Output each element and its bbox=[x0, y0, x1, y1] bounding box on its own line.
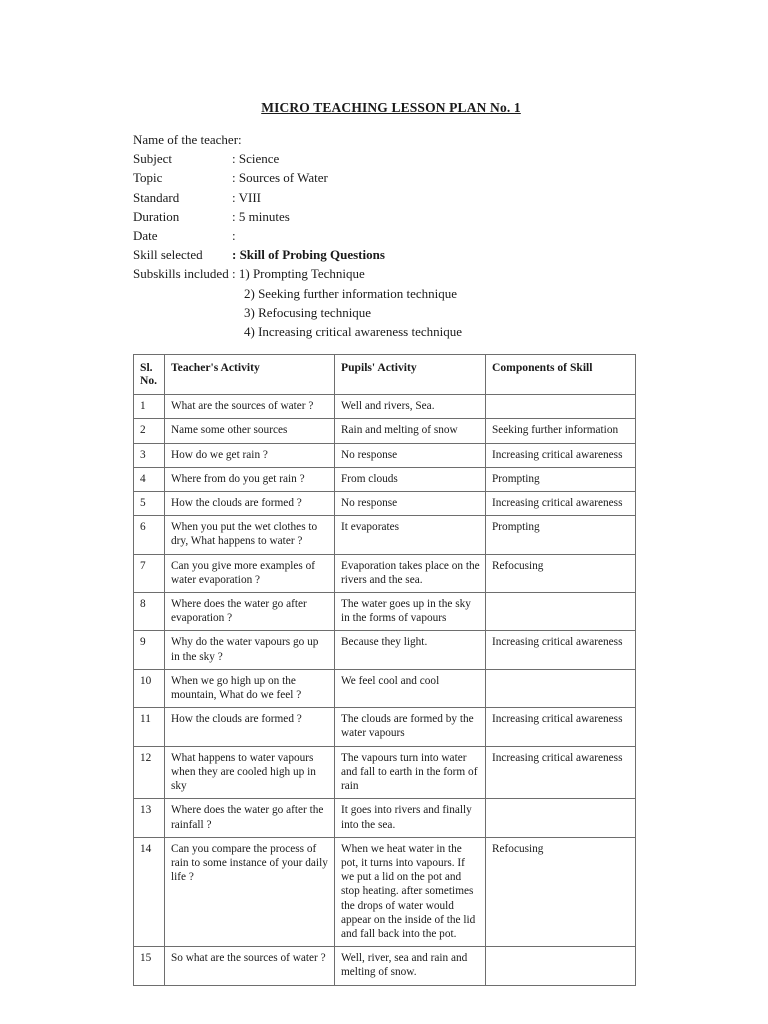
column-header-pupils-activity: Pupils' Activity bbox=[335, 355, 486, 395]
cell-teachers-activity: When you put the wet clothes to dry, What happens to water ? bbox=[165, 516, 335, 554]
cell-components-of-skill: Prompting bbox=[486, 467, 636, 491]
cell-pupils-activity: The clouds are formed by the water vapours bbox=[335, 708, 486, 746]
cell-teachers-activity: Can you compare the process of rain to some instance of your daily life ? bbox=[165, 837, 335, 946]
cell-teachers-activity: How do we get rain ? bbox=[165, 443, 335, 467]
cell-pupils-activity: The vapours turn into water and fall to earth in the form of rain bbox=[335, 746, 486, 799]
cell-components-of-skill: Increasing critical awareness bbox=[486, 746, 636, 799]
meta-label: Date bbox=[133, 228, 158, 244]
cell-teachers-activity: Name some other sources bbox=[165, 419, 335, 443]
subskill-line: 3) Refocusing technique bbox=[244, 304, 372, 320]
meta-label: Subskills included bbox=[133, 266, 229, 282]
cell-teachers-activity: When we go high up on the mountain, What do we feel ? bbox=[165, 669, 335, 707]
cell-pupils-activity: No response bbox=[335, 492, 486, 516]
cell-pupils-activity: We feel cool and cool bbox=[335, 669, 486, 707]
meta-value: : 5 minutes bbox=[232, 208, 290, 224]
meta-label: Subject bbox=[133, 151, 172, 167]
lesson-meta-block bbox=[133, 130, 635, 341]
cell-pupils-activity: Well, river, sea and rain and melting of snow. bbox=[335, 947, 486, 985]
cell-sl-no: 6 bbox=[134, 516, 165, 554]
meta-row bbox=[133, 130, 635, 149]
cell-pupils-activity: The water goes up in the sky in the forms of vapours bbox=[335, 593, 486, 631]
meta-row bbox=[133, 245, 635, 264]
cell-pupils-activity: It evaporates bbox=[335, 516, 486, 554]
table-header-row bbox=[134, 355, 636, 395]
cell-sl-no: 5 bbox=[134, 492, 165, 516]
cell-teachers-activity: How the clouds are formed ? bbox=[165, 492, 335, 516]
cell-teachers-activity: So what are the sources of water ? bbox=[165, 947, 335, 985]
meta-row bbox=[133, 226, 635, 245]
meta-value: : Science bbox=[232, 151, 280, 167]
column-header-sl-line1: Sl. bbox=[140, 361, 153, 375]
table-row bbox=[134, 419, 636, 443]
table-row bbox=[134, 947, 636, 985]
page-title: MICRO TEACHING LESSON PLAN No. 1 bbox=[261, 100, 521, 115]
column-header-components-of-skill: Components of Skill bbox=[486, 355, 636, 395]
cell-sl-no: 2 bbox=[134, 419, 165, 443]
cell-teachers-activity: Where does the water go after evaporation ? bbox=[165, 593, 335, 631]
cell-components-of-skill: Increasing critical awareness bbox=[486, 443, 636, 467]
table-row bbox=[134, 669, 636, 707]
cell-pupils-activity: When we heat water in the pot, it turns into vapours. If we put a lid on the pot and stop heating. after sometimes the drops of water would appear on the inside of the lid and fall back into the pot. bbox=[335, 837, 486, 946]
meta-label: Duration bbox=[133, 208, 180, 224]
table-header bbox=[134, 355, 636, 395]
cell-teachers-activity: Where does the water go after the rainfall ? bbox=[165, 799, 335, 837]
table-row bbox=[134, 516, 636, 554]
cell-sl-no: 11 bbox=[134, 708, 165, 746]
cell-components-of-skill: Increasing critical awareness bbox=[486, 631, 636, 669]
cell-sl-no: 1 bbox=[134, 395, 165, 419]
cell-pupils-activity: Well and rivers, Sea. bbox=[335, 395, 486, 419]
cell-pupils-activity: Rain and melting of snow bbox=[335, 419, 486, 443]
table-row bbox=[134, 708, 636, 746]
meta-label: Name of the teacher: bbox=[133, 132, 242, 147]
cell-teachers-activity: Why do the water vapours go up in the sky ? bbox=[165, 631, 335, 669]
meta-value: : 1) Prompting Technique bbox=[232, 266, 365, 282]
column-header-sl-line2: No. bbox=[140, 374, 158, 388]
table-row bbox=[134, 443, 636, 467]
cell-sl-no: 4 bbox=[134, 467, 165, 491]
meta-value: : Sources of Water bbox=[232, 170, 328, 186]
cell-sl-no: 8 bbox=[134, 593, 165, 631]
cell-teachers-activity: What are the sources of water ? bbox=[165, 395, 335, 419]
meta-row bbox=[133, 264, 635, 283]
table-body bbox=[134, 395, 636, 985]
cell-teachers-activity: How the clouds are formed ? bbox=[165, 708, 335, 746]
cell-sl-no: 15 bbox=[134, 947, 165, 985]
cell-pupils-activity: It goes into rivers and finally into the sea. bbox=[335, 799, 486, 837]
cell-sl-no: 10 bbox=[134, 669, 165, 707]
meta-label: Standard bbox=[133, 189, 180, 205]
cell-sl-no: 9 bbox=[134, 631, 165, 669]
document-body bbox=[133, 100, 635, 986]
cell-components-of-skill: Prompting bbox=[486, 516, 636, 554]
cell-sl-no: 7 bbox=[134, 554, 165, 592]
table-row bbox=[134, 395, 636, 419]
table-row bbox=[134, 554, 636, 592]
subskills-continued bbox=[133, 284, 635, 342]
cell-teachers-activity: Where from do you get rain ? bbox=[165, 467, 335, 491]
cell-teachers-activity: Can you give more examples of water evaporation ? bbox=[165, 554, 335, 592]
subskill-line: 4) Increasing critical awareness technique bbox=[244, 324, 463, 340]
cell-sl-no: 14 bbox=[134, 837, 165, 946]
column-header-sl-no bbox=[134, 355, 165, 395]
lesson-plan-table bbox=[133, 354, 636, 985]
table-row bbox=[134, 746, 636, 799]
meta-label: Topic bbox=[133, 170, 163, 186]
cell-components-of-skill: Seeking further information bbox=[486, 419, 636, 443]
cell-components-of-skill: Refocusing bbox=[486, 837, 636, 946]
table-row bbox=[134, 631, 636, 669]
cell-teachers-activity: What happens to water vapours when they are cooled high up in sky bbox=[165, 746, 335, 799]
meta-value: : bbox=[232, 228, 236, 244]
cell-components-of-skill bbox=[486, 593, 636, 631]
meta-value: : Skill of Probing Questions bbox=[232, 247, 385, 263]
meta-rows bbox=[133, 130, 635, 284]
cell-components-of-skill: Increasing critical awareness bbox=[486, 492, 636, 516]
meta-label: Skill selected bbox=[133, 247, 203, 263]
cell-components-of-skill: Increasing critical awareness bbox=[486, 708, 636, 746]
meta-row bbox=[133, 207, 635, 226]
subskill-line: 2) Seeking further information technique bbox=[244, 285, 457, 301]
cell-components-of-skill bbox=[486, 669, 636, 707]
meta-row bbox=[133, 149, 635, 168]
table-row bbox=[134, 799, 636, 837]
cell-pupils-activity: Because they light. bbox=[335, 631, 486, 669]
cell-pupils-activity: From clouds bbox=[335, 467, 486, 491]
meta-row bbox=[133, 188, 635, 207]
meta-value: : VIII bbox=[232, 189, 262, 205]
table-row bbox=[134, 593, 636, 631]
cell-sl-no: 13 bbox=[134, 799, 165, 837]
meta-row bbox=[133, 168, 635, 187]
column-header-teachers-activity: Teacher's Activity bbox=[165, 355, 335, 395]
cell-components-of-skill bbox=[486, 799, 636, 837]
cell-sl-no: 12 bbox=[134, 746, 165, 799]
cell-components-of-skill bbox=[486, 947, 636, 985]
cell-pupils-activity: Evaporation takes place on the rivers and the sea. bbox=[335, 554, 486, 592]
cell-components-of-skill: Refocusing bbox=[486, 554, 636, 592]
table-row bbox=[134, 837, 636, 946]
table-row bbox=[134, 492, 636, 516]
cell-pupils-activity: No response bbox=[335, 443, 486, 467]
table-row bbox=[134, 467, 636, 491]
cell-components-of-skill bbox=[486, 395, 636, 419]
cell-sl-no: 3 bbox=[134, 443, 165, 467]
